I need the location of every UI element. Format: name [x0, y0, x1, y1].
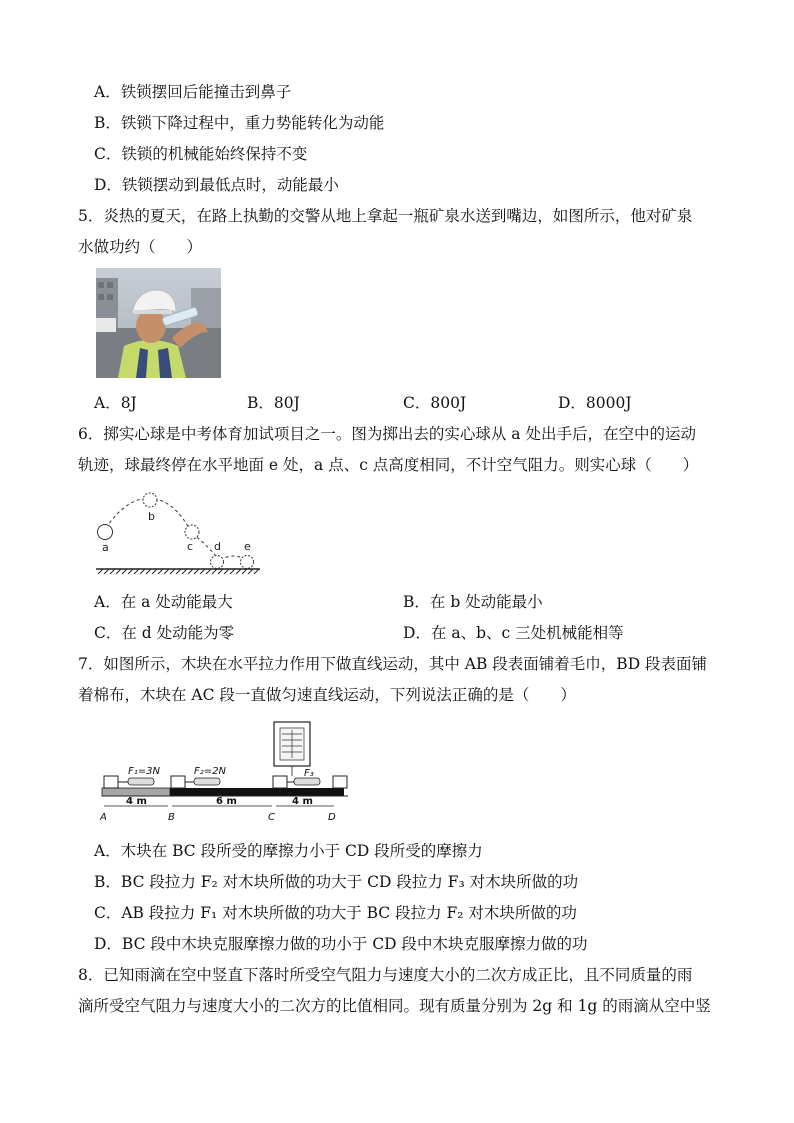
- q6-option-d: D．在 a、b、c 三处机械能相等: [403, 624, 624, 642]
- q5-stem-line1: 5．炎热的夏天，在路上执勤的交警从地上拿起一瓶矿泉水送到嘴边，如图所示，他对矿泉: [78, 207, 693, 225]
- q6-label-e: e: [244, 540, 251, 553]
- q6-stem-line2: 轨迹，球最终停在水平地面 e 处，a 点、c 点高度相同，不计空气阻力。则实心球（ ）: [78, 456, 699, 474]
- q7-stem-line1: 7．如图所示，木块在水平拉力作用下做直线运动，其中 AB 段表面铺着毛巾，BD 段表面铺: [78, 655, 708, 673]
- q7-option-c: C．AB 段拉力 F₁ 对木块所做的功大于 BC 段拉力 F₂ 对木块所做的功: [94, 904, 577, 922]
- q4-option-a: A．铁锁摆回后能撞击到鼻子: [94, 83, 292, 101]
- q7-label-point-d: D: [328, 812, 336, 823]
- q7-option-d: D．BC 段中木块克服摩擦力做的功小于 CD 段中木块克服摩擦力做的功: [94, 935, 588, 953]
- q7-label-force2: F₂=2N: [194, 766, 226, 777]
- q6-stem-line1: 6．掷实心球是中考体育加试项目之一。图为掷出去的实心球从 a 处出手后，在空中的运动: [78, 425, 696, 443]
- q8-stem-line1: 8．已知雨滴在空中竖直下落时所受空气阻力与速度大小的二次方成正比，且不同质量的雨: [78, 966, 693, 984]
- q7-label-force3: F₃: [304, 768, 314, 779]
- q7-block-figure: [98, 718, 356, 824]
- q4-option-d: D．铁锁摆动到最低点时，动能最小: [94, 176, 339, 194]
- q7-label-point-b: B: [168, 812, 175, 823]
- q5-option-b: B．80J: [247, 394, 300, 412]
- q8-stem-line2: 滴所受空气阻力与速度大小的二次方的比值相同。现有质量分别为 2g 和 1g 的雨滴从空中竖: [78, 997, 711, 1015]
- q6-label-b: b: [148, 510, 155, 523]
- q5-option-d: D．8000J: [558, 394, 632, 412]
- q7-label-dist-cd: 4 m: [292, 796, 313, 807]
- q7-stem-line2: 着棉布，木块在 AC 段一直做匀速直线运动，下列说法正确的是（ ）: [78, 686, 576, 704]
- q6-label-c: c: [187, 540, 194, 553]
- q5-police-photo: [96, 268, 221, 378]
- q7-label-force1: F₁=3N: [128, 766, 160, 777]
- q6-option-c: C．在 d 处动能为零: [94, 624, 235, 642]
- q6-option-b: B．在 b 处动能最小: [403, 593, 543, 611]
- q7-option-b: B．BC 段拉力 F₂ 对木块所做的功大于 CD 段拉力 F₃ 对木块所做的功: [94, 873, 579, 891]
- q6-label-d: d: [214, 540, 221, 553]
- q4-option-b: B．铁锁下降过程中，重力势能转化为动能: [94, 114, 385, 132]
- q5-option-c: C．800J: [403, 394, 467, 412]
- q4-option-c: C．铁锁的机械能始终保持不变: [94, 145, 308, 163]
- q6-label-a: a: [102, 541, 109, 554]
- q6-trajectory-figure: [94, 486, 264, 576]
- q7-label-dist-ab: 4 m: [126, 796, 147, 807]
- q5-stem-line2: 水做功约（ ）: [78, 238, 203, 256]
- q6-option-a: A．在 a 处动能最大: [94, 593, 233, 611]
- q7-option-a: A．木块在 BC 段所受的摩擦力小于 CD 段所受的摩擦力: [94, 842, 483, 860]
- q5-option-a: A．8J: [94, 394, 137, 412]
- q7-label-point-a: A: [100, 812, 107, 823]
- q7-label-point-c: C: [268, 812, 275, 823]
- q7-label-dist-bc: 6 m: [216, 796, 237, 807]
